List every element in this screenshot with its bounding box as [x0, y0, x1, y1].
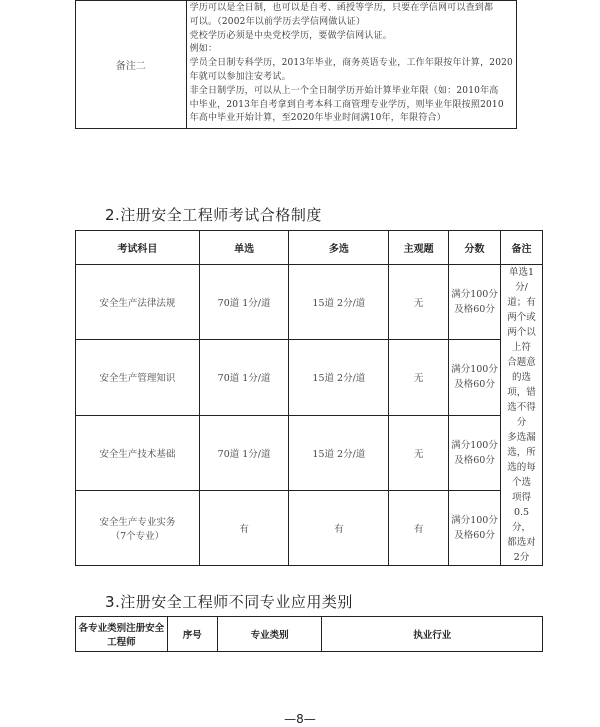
score-cell	[449, 340, 501, 415]
remark-line: 中毕业，2013年自考拿到自考本科工商管理专业学历，则毕业年限按照2010	[189, 99, 504, 110]
single-cell: 70道 1分/道	[199, 265, 289, 340]
multi-cell: 15道 2分/道	[289, 340, 389, 415]
header-subjective: 主观题	[389, 231, 449, 265]
score-full: 满分100分	[451, 289, 498, 301]
exam-header-row	[76, 231, 543, 265]
header-single: 单选	[199, 231, 289, 265]
subject-cell: 安全生产法律法规	[76, 265, 200, 340]
note-line: 项得0.5分，	[511, 492, 531, 533]
note-line: 项，错选不得	[507, 387, 536, 413]
score-cell	[449, 490, 501, 565]
subjective-cell: 无	[389, 340, 449, 415]
remark-content	[186, 1, 516, 129]
subjective-cell: 无	[389, 415, 449, 490]
score-pass: 及格60分	[454, 379, 495, 391]
remark-line: 年就可以参加注安考试。	[189, 71, 291, 82]
single-cell: 70道 1分/道	[199, 415, 289, 490]
note-line: 单选1分/	[508, 267, 535, 293]
multi-cell: 15道 2分/道	[289, 415, 389, 490]
remark-row	[76, 1, 517, 129]
single-cell: 70道 1分/道	[199, 340, 289, 415]
score-pass: 及格60分	[454, 304, 495, 316]
score-pass: 及格60分	[454, 529, 495, 541]
remark-line: 可以。（2002年以前学历去学信网做认证）	[189, 16, 366, 27]
subject-cell	[76, 490, 200, 565]
table-row	[76, 490, 543, 565]
header-note: 备注	[501, 231, 543, 265]
single-cell: 有	[199, 490, 289, 565]
score-full: 满分100分	[451, 439, 498, 451]
exam-table	[75, 230, 543, 566]
note-line: 道；有两个或	[507, 297, 536, 323]
score-pass: 及格60分	[454, 454, 495, 466]
multi-cell: 有	[289, 490, 389, 565]
header-subject: 考试科目	[76, 231, 200, 265]
note-line: 选的每个选	[507, 462, 536, 488]
score-cell	[449, 265, 501, 340]
subjective-cell: 无	[389, 265, 449, 340]
note-line: 两个以上符	[507, 327, 536, 353]
page-number: —8—	[284, 712, 316, 726]
subject-cell: 安全生产技术基础	[76, 415, 200, 490]
category-header-row	[76, 617, 543, 652]
section-3-title: 3.注册安全工程师不同专业应用类别	[105, 593, 353, 611]
subject-line: （7个专业）	[110, 530, 165, 542]
header-specialty: 专业类别	[217, 617, 322, 652]
remark-table	[75, 0, 517, 129]
header-industry: 执业行业	[322, 617, 543, 652]
header-category-group: 各专业类别注册安全工程师	[76, 617, 168, 652]
section-2-title: 2.注册安全工程师考试合格制度	[105, 206, 322, 224]
header-multi: 多选	[289, 231, 389, 265]
remark-line: 学历可以是全日制，也可以是自考、函授等学历，只要在学信网可以查到都	[189, 3, 494, 13]
note-line: 都选对2分	[507, 537, 536, 563]
subject-cell: 安全生产管理知识	[76, 340, 200, 415]
header-score: 分数	[449, 231, 501, 265]
note-line: 多选漏选，所	[507, 432, 536, 458]
multi-cell: 15道 2分/道	[289, 265, 389, 340]
table-row	[76, 340, 543, 415]
table-row	[76, 415, 543, 490]
remark-line: 非全日制学历，可以从上一个全日制学历开始计算毕业年限（如：2010年高	[189, 85, 499, 96]
table-row	[76, 265, 543, 340]
subjective-cell: 有	[389, 490, 449, 565]
score-cell	[449, 415, 501, 490]
score-full: 满分100分	[451, 514, 498, 526]
header-index: 序号	[167, 617, 217, 652]
remark-line: 党校学历必须是中央党校学历，要做学信网认证。	[189, 30, 392, 41]
note-cell	[501, 265, 543, 566]
note-line: 合题意的选	[507, 357, 536, 383]
subject-line: 安全生产专业实务	[99, 516, 176, 528]
category-table	[75, 616, 543, 652]
note-line: 分	[516, 417, 527, 428]
score-full: 满分100分	[451, 364, 498, 376]
remark-label: 备注二	[76, 1, 187, 129]
remark-line: 年高中毕业开始计算，至2020年毕业时间满10年，年限符合）	[189, 113, 446, 124]
remark-line: 学员全日制专科学历，2013年毕业，商务英语专业，工作年限按年计算，2020	[189, 58, 513, 69]
remark-line: 例如：	[189, 44, 218, 55]
